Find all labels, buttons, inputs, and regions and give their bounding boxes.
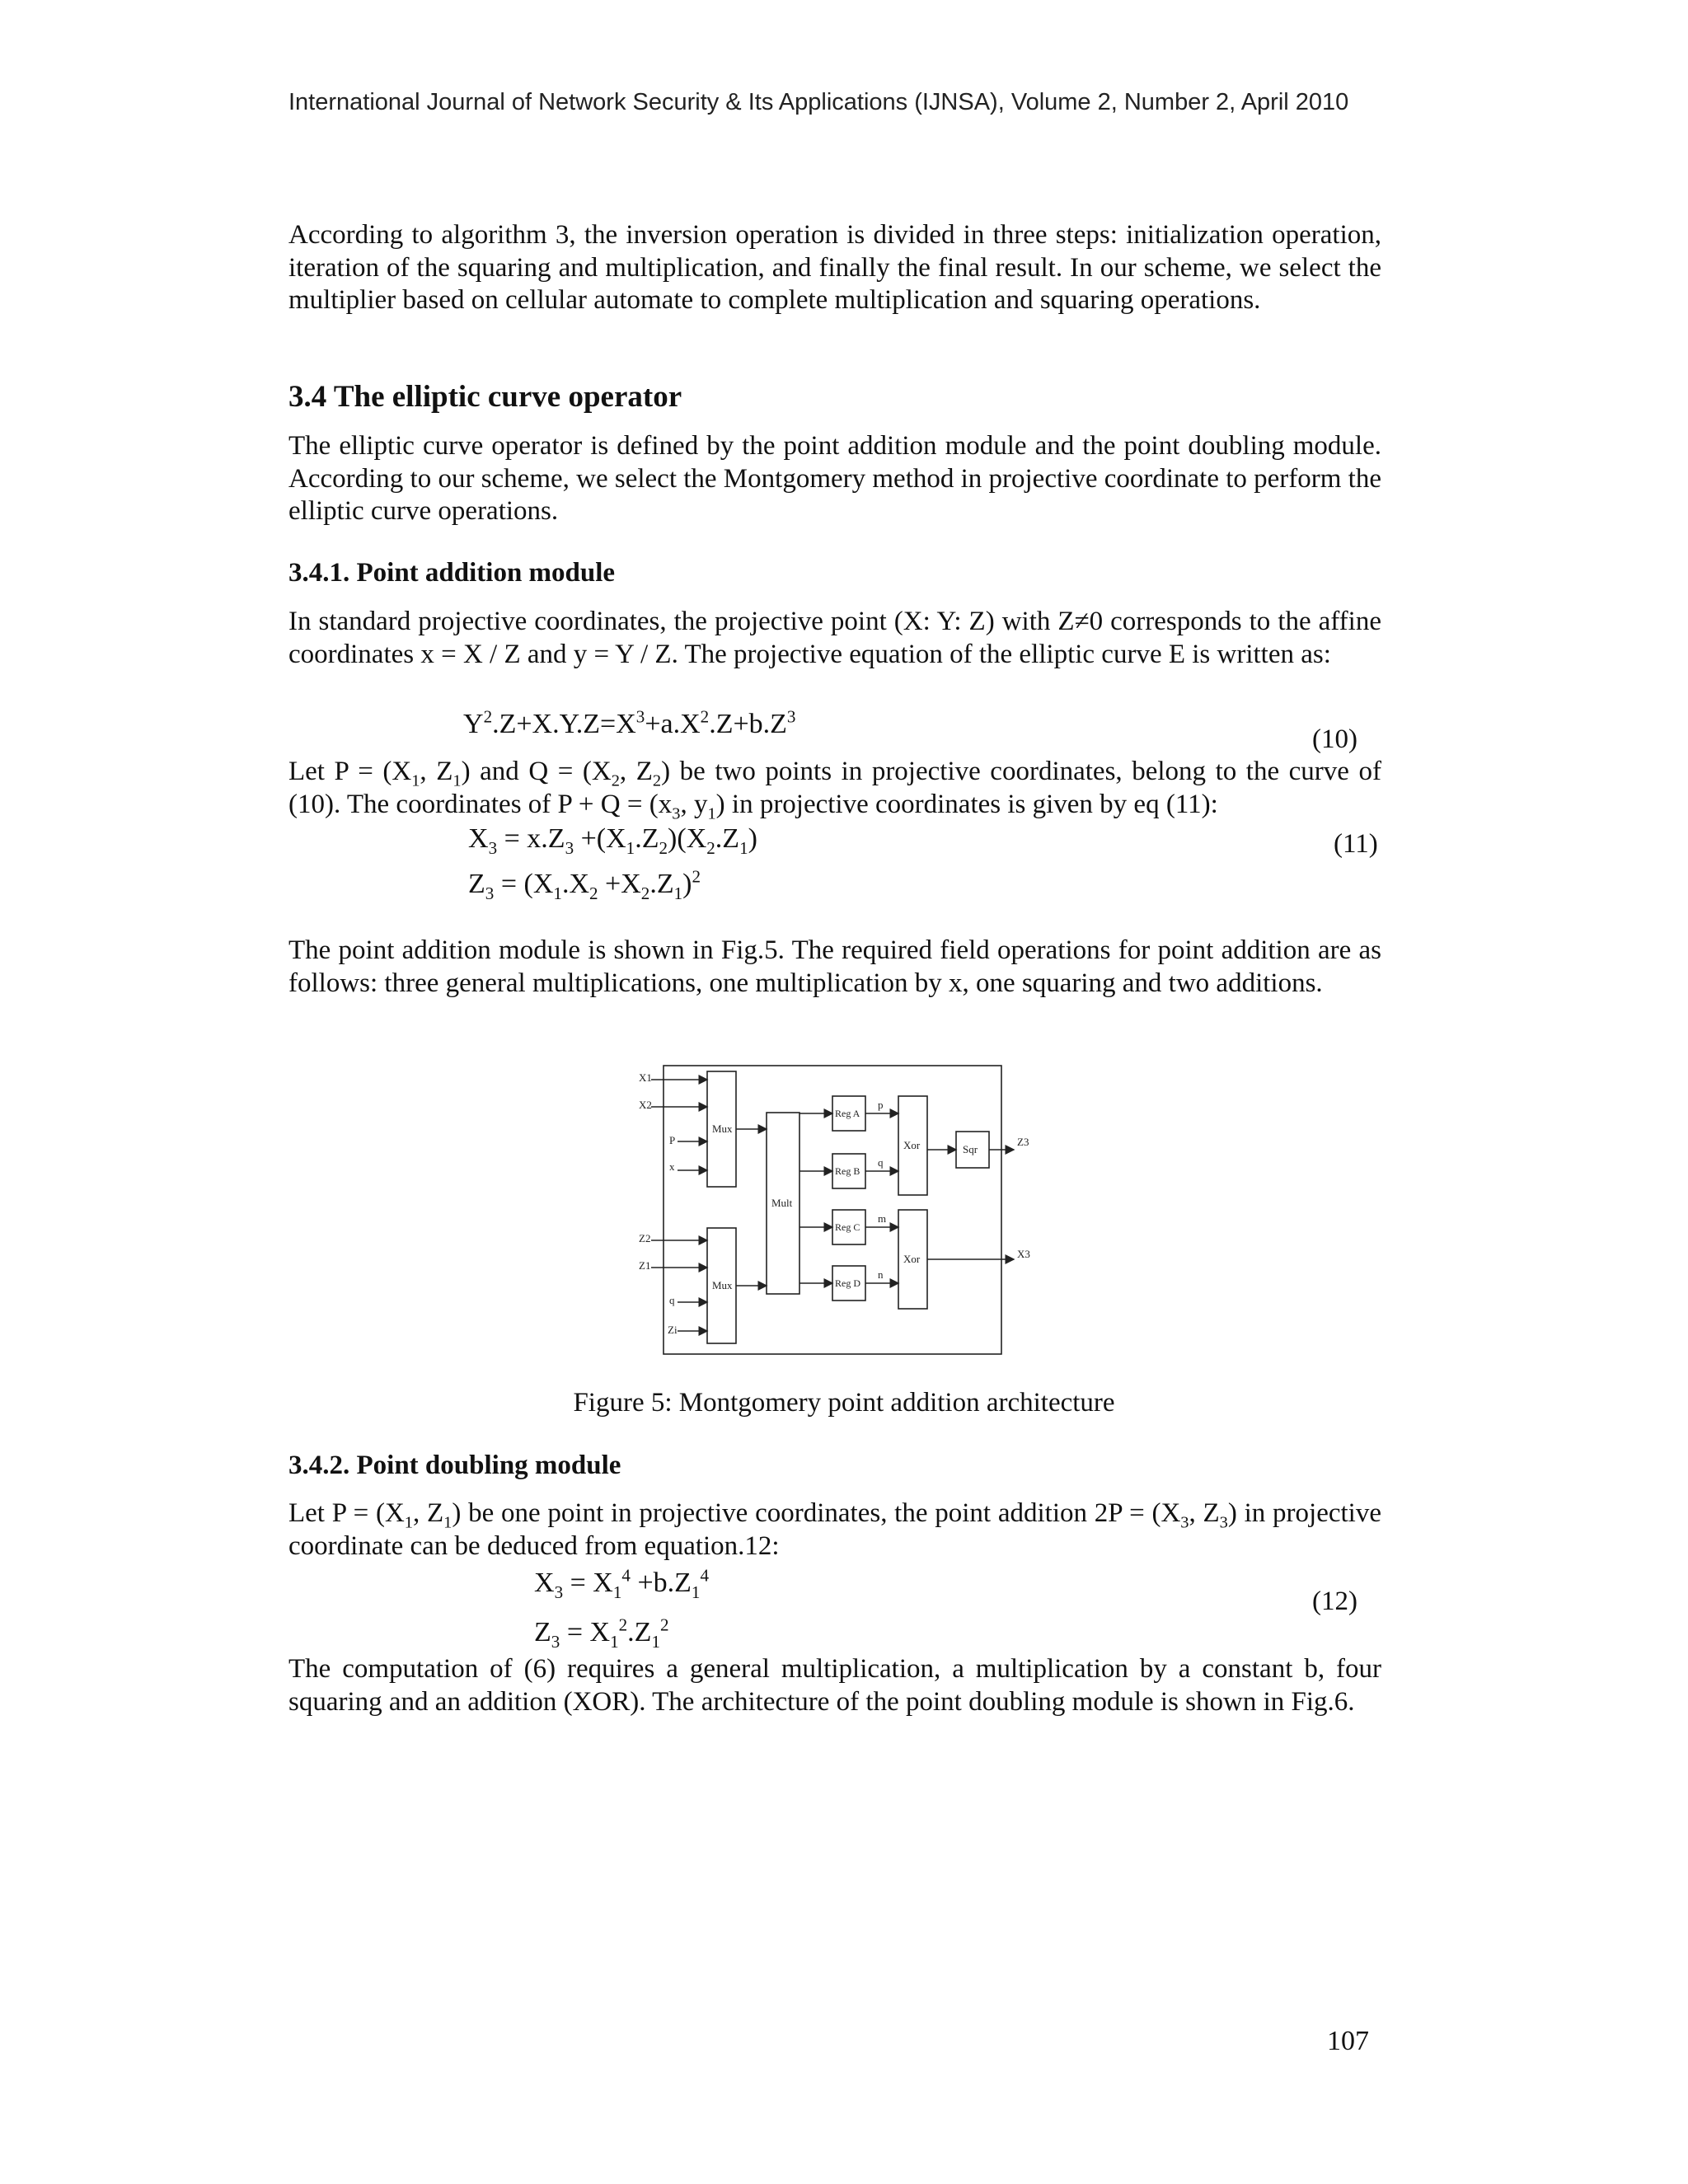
equation-10-number: (10) bbox=[1312, 724, 1357, 754]
running-header: International Journal of Network Security & Its Applications (IJNSA), Volume 2, Number 2, April 2010 bbox=[288, 89, 1349, 115]
label-zi-input: Zi bbox=[668, 1324, 678, 1336]
point-doubling-text: The computation of (6) requires a general multiplication, a multiplication by a constant b, four squaring and an addition (XOR). The architecture of the point doubling module is shown in Fig.6. bbox=[288, 1654, 1381, 1717]
label-reg-c: Reg C bbox=[835, 1221, 860, 1233]
label-n: n bbox=[878, 1268, 884, 1281]
label-xor-top: Xor bbox=[903, 1139, 921, 1151]
equation-11-line-1: $X_3 = x.Z_3 +(X_1.Z_2)(X_2.Z_1)$ bbox=[468, 823, 757, 858]
label-p-input: P bbox=[669, 1134, 676, 1146]
label-z2: Z2 bbox=[639, 1232, 651, 1244]
equation-12-number: (12) bbox=[1312, 1586, 1357, 1616]
equation-10: $Y^2.Z+X.Y.Z=X^3+a.X^2.Z+b.Z^3$ bbox=[463, 706, 796, 739]
section-3-4-1-body: In standard projective coordinates, the projective point (X: Y: Z) with Z≠0 corresponds to the affine coordinates x = X / Z and y = Y / Z. The projective equation of the elliptic curve E is written as: bbox=[288, 607, 1381, 669]
page-number: 107 bbox=[1327, 2026, 1369, 2056]
label-reg-d: Reg D bbox=[835, 1277, 860, 1289]
label-z3: Z3 bbox=[1017, 1136, 1029, 1148]
point-doubling-intro: Let $P = (X_1$, $Z_1$) be one point in projective coordinates, the point addition $2P = (X_3$, $Z_3$) in projective coordinate can be deduced from equation.12: bbox=[288, 1498, 1381, 1561]
label-z1: Z1 bbox=[639, 1259, 651, 1272]
label-reg-a: Reg A bbox=[835, 1108, 860, 1119]
label-sqr: Sqr bbox=[963, 1143, 978, 1155]
label-mux-top: Mux bbox=[712, 1122, 733, 1135]
label-x1: X1 bbox=[639, 1071, 652, 1084]
equation-12-line-2: $Z_3 = X_1^2.Z_1^2$ bbox=[534, 1615, 669, 1652]
equation-12-line-1: $X_3 = X_1^4 +b.Z_1^4$ bbox=[534, 1565, 709, 1602]
section-3-4-title: 3.4 The elliptic curve operator bbox=[288, 380, 682, 414]
let-paragraph: Let $P = (X_1$, $Z_1$) and $Q = (X_2$, $Z_2$) be two points in projective coordinates, belong to the curve of (10). The coordinates of $P + Q = (x_3$, $y_1$) in projective coordinates is given by eq (11): bbox=[288, 757, 1381, 823]
section-3-4-2-title: 3.4.2. Point doubling module bbox=[288, 1451, 621, 1480]
label-x3: X3 bbox=[1017, 1248, 1030, 1260]
label-x2: X2 bbox=[639, 1099, 652, 1111]
label-reg-b: Reg B bbox=[835, 1165, 860, 1177]
equation-11-number: (11) bbox=[1334, 829, 1378, 859]
label-q-input: q bbox=[669, 1294, 675, 1306]
label-mult: Mult bbox=[771, 1197, 793, 1209]
section-3-4-body: The elliptic curve operator is defined by the point addition module and the point doubling module. According to our scheme, we select the Montgomery method in projective coordinate to perform the elliptic curve operations. bbox=[288, 431, 1381, 526]
figure-5-caption: Figure 5: Montgomery point addition architecture bbox=[573, 1388, 1115, 1418]
label-xor-bottom: Xor bbox=[903, 1253, 921, 1265]
label-p: p bbox=[878, 1099, 884, 1111]
point-addition-text: The point addition module is shown in Fig.5. The required field operations for point addition are as follows: three general multiplications, one multiplication by x, one squaring and two additions. bbox=[288, 935, 1381, 998]
section-3-4-1-title: 3.4.1. Point addition module bbox=[288, 558, 616, 588]
label-x-input: x bbox=[669, 1160, 675, 1173]
intro-paragraph: According to algorithm 3, the inversion operation is divided in three steps: initialization operation, iteration of the squaring and multiplication, and finally the final result. In our scheme, we select the multiplier based on cellular automate to complete multiplication and squaring operations. bbox=[288, 220, 1381, 315]
label-mux-bottom: Mux bbox=[712, 1279, 733, 1291]
label-q: q bbox=[878, 1156, 884, 1169]
figure-5-diagram bbox=[626, 1063, 1055, 1368]
label-m: m bbox=[878, 1212, 887, 1225]
equation-11-line-2: $Z_3 = (X_1.X_2 +X_2.Z_1)^2$ bbox=[468, 866, 701, 903]
